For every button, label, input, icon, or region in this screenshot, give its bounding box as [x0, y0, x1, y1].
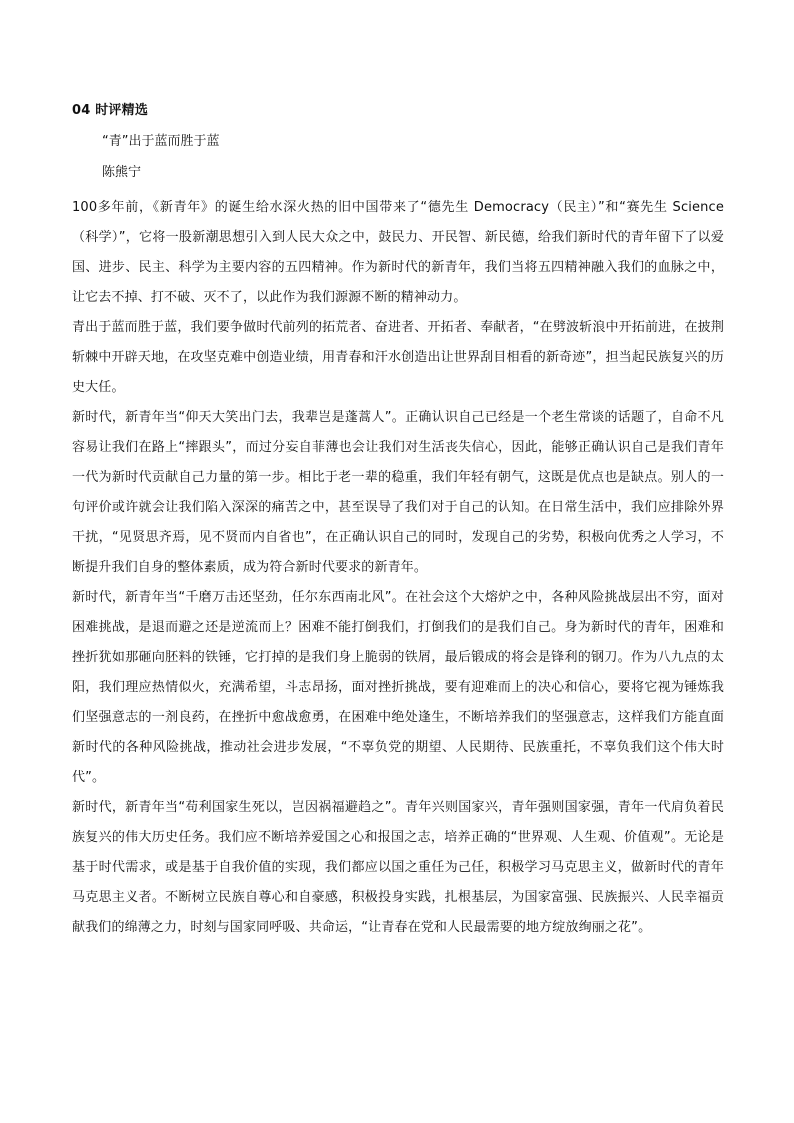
- paragraph-5: 新时代，新青年当“苟利国家生死以，岂因祸福避趋之”。青年兴则国家兴，青年强则国家强，青年一代肩负着民族复兴的伟大历史任务。我们应不断培养爱国之心和报国之志，培养正确的“世界观、人生观、价值观”。无论是基于时代需求，或是基于自我价值的实现，我们都应以国之重任为己任，积极学习马克思主义，做新时代的青年马克思主义者。不断树立民族自尊心和自豪感，积极投身实践，扎根基层，为国家富强、民族振兴、人民幸福贡献我们的绵薄之力，时刻与国家同呼吸、共命运，“让青春在党和人民最需要的地方绽放绚丽之花”。: [72, 800, 724, 935]
- article-title: “青”出于蓝而胜于蓝: [102, 134, 220, 149]
- paragraph-2: 青出于蓝而胜于蓝，我们要争做时代前列的拓荒者、奋进者、开拓者、奉献者，“在劈波斩浪中开拓前进，在披荆斩棘中开辟天地，在攻坚克难中创造业绩，用青春和汗水创造出让世界刮目相看的新奇迹”，担当起民族复兴的历史大任。: [72, 320, 724, 395]
- paragraph-1: 100多年前，《新青年》的诞生给水深火热的旧中国带来了“德先生 Democracy（民主）”和“赛先生 Science（科学）”，它将一股新潮思想引入到人民大众之中，鼓民力、开民智、新民德，给我们新时代的青年留下了以爱国、进步、民主、科学为主要内容的五四精神。作为新时代的新青年，我们当将五四精神融入我们的血脉之中，让它去不掉、打不破、灭不了，以此作为我们源源不断的精神动力。: [72, 200, 724, 305]
- paragraph-4: 新时代，新青年当“千磨万击还坚劲，任尔东西南北风”。在社会这个大熔炉之中，各种风险挑战层出不穷，面对困难挑战，是退而避之还是逆流而上？困难不能打倒我们，打倒我们的是我们自己。身为新时代的青年，困难和挫折犹如那砸向胚料的铁锤，它打掉的是我们身上脆弱的铁屑，最后锻成的将会是锋利的钢刀。作为八九点的太阳，我们理应热情似火，充满希望，斗志昂扬，面对挫折挑战，要有迎难而上的决心和信心，要将它视为锤炼我们坚强意志的一剂良药，在挫折中愈战愈勇，在困难中绝处逢生，不断培养我们的坚强意志，这样我们方能直面新时代的各种风险挑战，推动社会进步发展，“不辜负党的期望、人民期待、民族重托，不辜负我们这个伟大时代”。: [72, 590, 724, 785]
- section-heading: 04 时评精选: [72, 103, 149, 118]
- article-author: 陈熊宁: [102, 165, 142, 180]
- document-page: [72, 100, 724, 943]
- paragraph-3: 新时代，新青年当“仰天大笑出门去，我辈岂是蓬蒿人”。正确认识自己已经是一个老生常谈的话题了，自命不凡容易让我们在路上“摔跟头”，而过分妄自菲薄也会让我们对生活丧失信心，因此，能够正确认识自己是我们青年一代为新时代贡献自己力量的第一步。相比于老一辈的稳重，我们年轻有朝气，这既是优点也是缺点。别人的一句评价或许就会让我们陷入深深的痛苦之中，甚至误导了我们对于自己的认知。在日常生活中，我们应排除外界干扰，“见贤思齐焉，见不贤而内自省也”，在正确认识自己的同时，发现自己的劣势，积极向优秀之人学习，不断提升我们自身的整体素质，成为符合新时代要求的新青年。: [72, 410, 724, 575]
